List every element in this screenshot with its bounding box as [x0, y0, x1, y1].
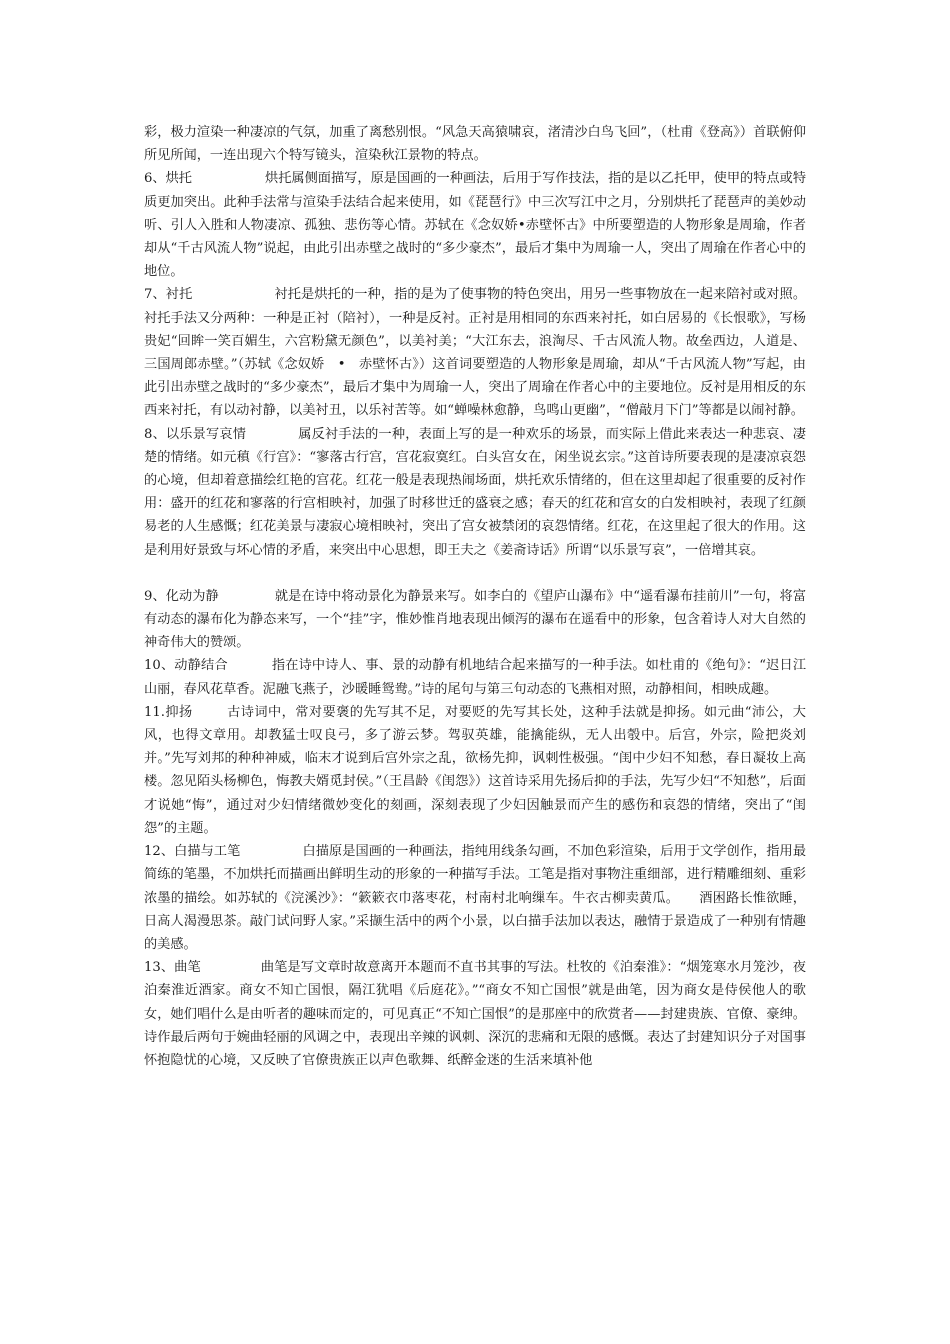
- paragraph-huadong-weijing: [144, 585, 806, 655]
- paragraph-qubi: [144, 956, 806, 1072]
- paragraph-text: 衬托是烘托的一种，指的是为了使事物的特色突出，用另一些事物放在一起来陪衬或对照。衬托手法又分两种：一种是正衬（陪衬），一种是反衬。正衬是用相同的东西来衬托，如白居易的《长恨歌》，写杨贵妃“回眸一笑百媚生，六宫粉黛无颜色”，以美衬美；“大江东去，浪淘尽、千古风流人物。故垒西边，人道是、三国周郎赤壁。”（苏轼《念奴娇 • 赤壁怀古》）这首词要塑造的人物形象是周瑜，却从“千古风流人物”写起，由此引出赤壁之战时的“多少豪杰”，最后才集中为周瑜一人，突出了周瑜在作者心中的主要地位。反衬是用相反的东西来衬托，有以动衬静，以美衬丑，以乐衬苦等。如“蝉噪林愈静，鸟鸣山更幽”，“僧敲月下门”等都是以闹衬静。: [144, 287, 807, 419]
- paragraph-text: 指在诗中诗人、事、景的动静有机地结合起来描写的一种手法。如杜甫的《绝句》：“迟日江山丽，春风花草香。泥融飞燕子，沙暖睡鸳鸯。”诗的尾句与第三句动态的飞燕相对照，动静相间，相映成趣。: [144, 658, 807, 697]
- section-heading: 8、以乐景写哀情: [144, 426, 247, 442]
- paragraph-text: 古诗词中，常对要褒的先写其不足，对要贬的先写其长处，这种手法就是抑扬。如元曲“沛公，大风，也得文章用。却教猛士叹良弓，多了游云梦。驾驭英雄，能擒能纵，无人出彀中。后宫，外宗，险把炎刘并。”先写刘邦的种种神威，临末才说到后宫外宗之乱，欲杨先抑，讽刺性极强。“闺中少妇不知愁，春日凝妆上高楼。忽见陌头杨柳色，悔教夫婿觅封侯。”（王昌龄《闺怨》）这首诗采用先扬后抑的手法，先写少妇“不知愁”，后面才说她“悔”，通过对少妇情绪微妙变化的刻画，深刻表现了少妇因触景而产生的感伤和哀怨的情绪，突出了“闺怨”的主题。: [144, 704, 806, 836]
- section-heading: 10、动静结合: [144, 658, 228, 674]
- paragraph-text: 曲笔是写文章时故意离开本题而不直书其事的写法。杜牧的《泊秦淮》：“烟笼寒水月笼沙，夜泊秦淮近酒家。商女不知亡国恨，隔江犹唱《后庭花》。”“商女不知亡国恨”就是曲笔，因为商女是侍侯他人的歌女，她们唱什么是由听者的趣味而定的，可见真正“不知亡国恨”的是那座中的欣赏者——封建贵族、官僚、豪绅。诗作最后两句于婉曲轻丽的风调之中，表现出辛辣的讽刺、深沉的悲痛和无限的感慨。表达了封建知识分子对国事怀抱隐忧的心境，又反映了官僚贵族正以声色歌舞、纸醉金迷的生活来填补他: [144, 960, 806, 1068]
- paragraph-chentuo: [144, 283, 806, 422]
- paragraph-text: 白描原是国画的一种画法，指纯用线条勾画，不加色彩渲染，后用于文学创作，指用最简练的笔墨，不加烘托而描画出鲜明生动的形象的一种描写手法。工笔是指对事物注重细部，进行精雕细刻、重彩浓墨的描绘。如苏轼的《浣溪沙》：“簌簌衣巾落枣花，村南村北响缫车。牛衣古柳卖黄瓜。 酒困路长惟欲睡，日高人渴漫思茶。敲门试问野人家。”采撷生活中的两个小景，以白描手法加以表达，融情于景造成了一种别有情趣的美感。: [144, 844, 807, 952]
- paragraph-text: 属反衬手法的一种，表面上写的是一种欢乐的场景，而实际上借此来表达一种悲哀、凄楚的情绪。如元稹《行宫》：“寥落古行宫，宫花寂寞红。白头宫女在，闲坐说玄宗。”这首诗所要表现的是凄凉哀怨的心境，但却着意描绘红艳的宫花。红花一般是表现热闹场面，烘托欢乐情绪的，但在这里却起了很重要的反衬作用：盛开的红花和寥落的行宫相映衬，加强了时移世迁的盛衰之感；春天的红花和宫女的白发相映衬，表现了红颜易老的人生感慨；红花美景与凄寂心境相映衬，突出了宫女被禁闭的哀怨情绪。红花，在这里起了很大的作用。这是利用好景致与坏心情的矛盾，来突出中心思想，即王夫之《姜斋诗话》所谓“以乐景写哀”，一倍增其哀。: [144, 426, 806, 558]
- paragraph-text: 彩，极力渲染一种凄凉的气氛，加重了离愁别恨。“风急天高猿啸哀，渚清沙白鸟飞回”，（杜甫《登高》）首联俯仰所见所闻，一连出现六个特写镜头，渲染秋江景物的特点。: [144, 125, 806, 164]
- paragraph-hongtuo: [144, 167, 806, 283]
- paragraph-lejing-aiqing: [144, 423, 806, 562]
- blank-line: [144, 562, 806, 585]
- paragraph-baimiao-gongbi: [144, 840, 806, 956]
- section-heading: 12、白描与工笔: [144, 844, 241, 860]
- section-heading: 7、衬托: [144, 287, 193, 303]
- paragraph-intro: [144, 121, 806, 167]
- paragraph-text: 烘托属侧面描写，原是国画的一种画法，后用于写作技法，指的是以乙托甲，使甲的特点或特质更加突出。此种手法常与渲染手法结合起来使用，如《琵琶行》中三次写江中之月，分别烘托了琵琶声的美妙动听、引人入胜和人物凄凉、孤独、悲伤等心情。苏轼在《念奴娇•赤壁怀古》中所要塑造的人物形象是周瑜，作者却从“千古风流人物”说起，由此引出赤壁之战时的“多少豪杰”，最后才集中为周瑜一人，突出了周瑜在作者心中的地位。: [144, 171, 807, 280]
- paragraph-dongjing-jiehe: [144, 654, 806, 700]
- section-heading: 13、曲笔: [144, 960, 201, 976]
- section-heading: 9、化动为静: [144, 588, 219, 604]
- paragraph-yiyang: [144, 701, 806, 840]
- paragraph-text: 就是在诗中将动景化为静景来写。如李白的《望庐山瀑布》中“遥看瀑布挂前川”一句，将富有动态的瀑布化为静态来写，一个“挂”字，惟妙惟肖地表现出倾泻的瀑布在遥看中的形象，包含着诗人对大自然的神奇伟大的赞颂。: [144, 588, 807, 651]
- section-heading: 6、烘托: [144, 171, 192, 187]
- document-body: [144, 121, 806, 1072]
- section-heading: 11.抑扬: [144, 704, 193, 720]
